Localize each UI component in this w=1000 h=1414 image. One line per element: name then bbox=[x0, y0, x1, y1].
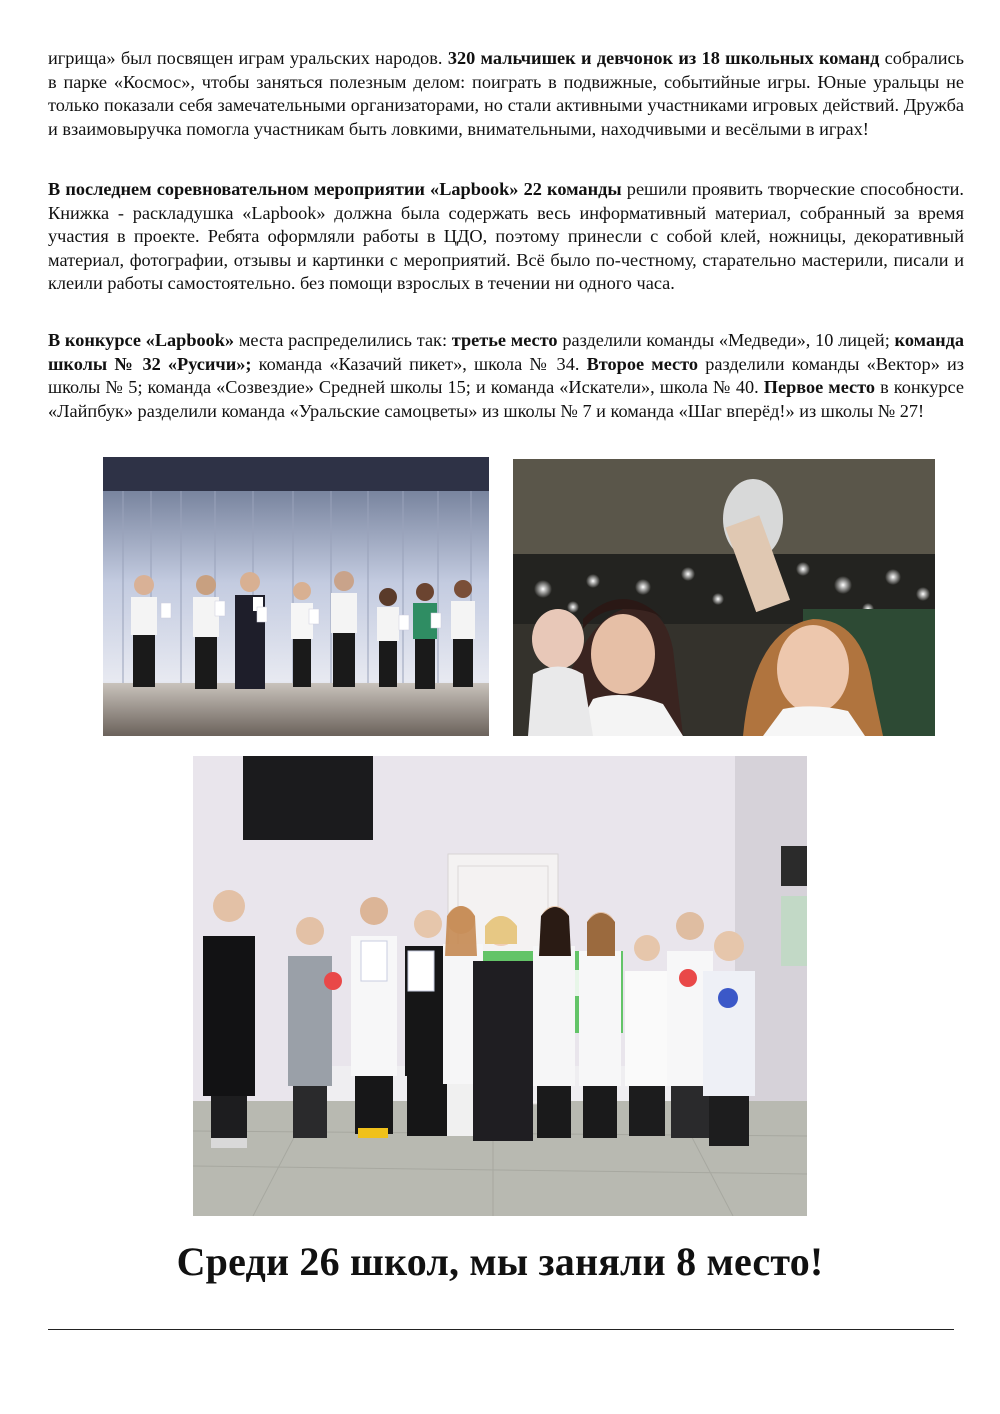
team-group-photo bbox=[193, 756, 807, 1216]
p1-bold-participants: 320 мальчишек и девчонок из 18 школьных команд bbox=[447, 48, 880, 68]
bottom-divider bbox=[48, 1329, 954, 1330]
p3-bold-team-32: команда школы № 32 «Русичи»; bbox=[48, 330, 965, 374]
p3-text-f: команда «Казачий пикет», школа № 34. bbox=[258, 353, 580, 374]
p3-text-d: разделили команды «Медведи», 10 лицей; bbox=[562, 330, 890, 350]
stage-award-photo bbox=[103, 457, 489, 736]
p1-text-a: игрища» был посвящен играм уральских народов. bbox=[48, 48, 443, 68]
paragraph-2 bbox=[48, 178, 964, 296]
paragraph-1 bbox=[48, 47, 964, 141]
p3-text-b: места распределились так: bbox=[238, 330, 448, 350]
paragraph-3 bbox=[48, 329, 964, 423]
p3-bold-contest: В конкурсе «Lapbook» bbox=[48, 330, 235, 350]
p3-bold-third-place: третье место bbox=[451, 330, 558, 350]
audience-hall-photo bbox=[513, 459, 935, 736]
p1-text-c: собрались в парке «Космос», чтобы заняться полезным делом: поиграть в подвижные, событийные игры. Юные уральцы не только показали себя замечательными организаторами, но стали активными участниками игровых действий. Дружба и взаимовыручка помогла участникам быть ловкими, внимательными, находчивыми и весёлыми в играх! bbox=[48, 48, 964, 139]
p3-bold-second-place: Второе место bbox=[586, 353, 699, 374]
p2-bold-lapbook: В последнем соревновательном мероприятии «Lapbook» 22 команды bbox=[48, 179, 622, 199]
p3-text-j: в конкурсе «Лайпбук» разделили команда «Уральские самоцветы» из школы № 7 и команда «Шаг вперёд!» из школы № 27! bbox=[48, 377, 965, 421]
p2-text-b: решили проявить творческие способности. Книжка - раскладушка «Lapbook» должна была содержать весь информативный материал, собранный за время участия в проекте. Ребята оформляли работы в ЦДО, поэтому принесли с собой клей, ножницы, декоративный материал, фотографии, отзывы и картинки с мероприятий. Всё было по-честному, старательно мастерили, писали и клеили работы самостоятельно. без помощи взрослых в течении ни одного часа. bbox=[48, 179, 964, 293]
p3-text-h: разделили команды «Вектор» из школы № 5; команда «Созвездие» Средней школы 15; и команда «Искатели», школа № 40. bbox=[48, 353, 965, 397]
p3-bold-first-place: Первое место bbox=[763, 377, 876, 397]
closing-result-heading: Среди 26 школ, мы заняли 8 место! bbox=[176, 1239, 824, 1284]
